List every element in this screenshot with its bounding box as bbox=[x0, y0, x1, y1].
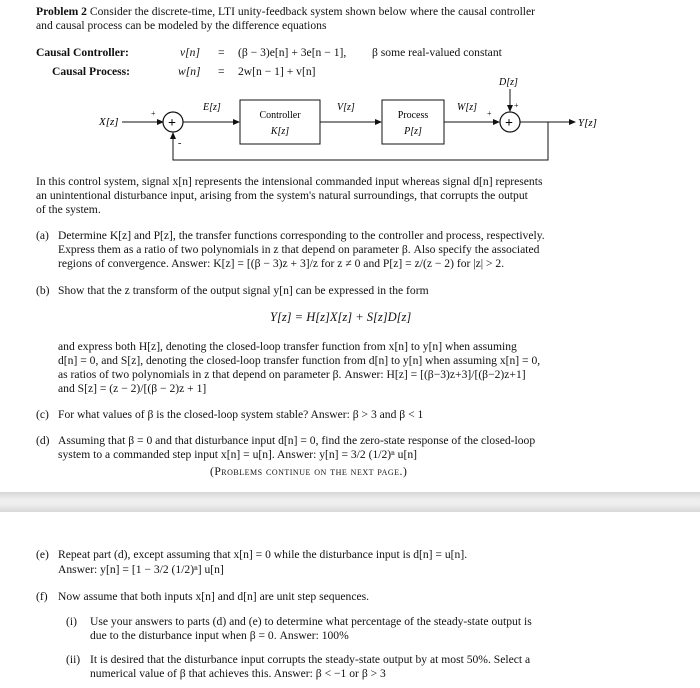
controller-equation-label: Causal Controller: bbox=[36, 46, 129, 59]
sum2-top-plus-sign: + bbox=[514, 101, 519, 110]
problem-title: Problem 2 bbox=[36, 5, 87, 18]
part-b-line-1: Show that the z transform of the output signal y[n] can be expressed in the form bbox=[58, 284, 429, 297]
process-equation-rhs: 2w[n − 1] + v[n] bbox=[238, 65, 316, 78]
controller-block-title: Controller bbox=[259, 110, 301, 121]
page-separator bbox=[0, 492, 700, 512]
continue-note: (Problems continue on the next page.) bbox=[210, 465, 408, 478]
process-block-title: Process bbox=[397, 110, 429, 121]
context-line-3: of the system. bbox=[36, 203, 101, 216]
part-e-label: (e) bbox=[36, 548, 49, 561]
feedback-path bbox=[173, 122, 548, 160]
problem-intro-text-1: Consider the discrete-time, LTI unity-feedback system shown below where the causal controller bbox=[89, 5, 536, 18]
error-signal-label: E[z] bbox=[203, 102, 221, 113]
part-f-ii-line-2: numerical value of β that achieves this. Answer: β < −1 or β > 3 bbox=[90, 667, 386, 680]
part-b-line-3: d[n] = 0, and S[z], denoting the closed-loop transfer function from d[n] to y[n] when assuming x[n] = 0, bbox=[58, 354, 541, 367]
controller-block bbox=[240, 100, 320, 144]
part-a-label: (a) bbox=[36, 229, 49, 242]
disturbance-signal-label: D[z] bbox=[499, 77, 518, 88]
w-signal-label: W[z] bbox=[457, 102, 478, 113]
part-e-line-2: Answer: y[n] = [1 − 3/2 (1/2)ⁿ] u[n] bbox=[58, 563, 224, 576]
process-block-tf: P[z] bbox=[404, 126, 422, 137]
controller-equation-rhs: (β − 3)e[n] + 3e[n − 1], bbox=[238, 46, 347, 59]
part-f-label: (f) bbox=[36, 590, 48, 603]
page-2 bbox=[0, 512, 700, 688]
feedback-minus-sign: - bbox=[178, 138, 182, 149]
process-equation-lhs: w[n] bbox=[178, 65, 201, 78]
context-line-2: an unintentional disturbance input, arising from the system's natural surroundings, that corrupts the output bbox=[36, 189, 528, 202]
part-a-line-3: regions of convergence. Answer: K[z] = [(β − 3)z + 3]/z for z ≠ 0 and P[z] = z/(z − 2) for |z| > 2. bbox=[58, 257, 505, 270]
process-block bbox=[382, 100, 444, 144]
part-e-line-1: Repeat part (d), except assuming that x[n] = 0 while the disturbance input is d[n] = u[n]. bbox=[58, 548, 468, 561]
part-f-ii-label: (ii) bbox=[66, 653, 81, 666]
controller-equation-equals: = bbox=[218, 46, 225, 59]
part-d-label: (d) bbox=[36, 434, 50, 447]
part-d-line-2: system to a commanded step input x[n] = u[n]. Answer: y[n] = 3/2 (1/2)ⁿ u[n] bbox=[58, 448, 417, 461]
input-signal-label: X[z] bbox=[99, 116, 119, 128]
part-b-line-2: and express both H[z], denoting the closed-loop transfer function from x[n] to y[n] when assuming bbox=[58, 340, 517, 353]
controller-equation-lhs: v[n] bbox=[180, 46, 200, 59]
controller-block-tf: K[z] bbox=[270, 126, 290, 137]
context-line-1: In this control system, signal x[n] represents the intensional commanded input whereas signal d[n] represents bbox=[36, 175, 543, 188]
sum1-plus-sign: + bbox=[151, 109, 156, 118]
part-f-i-line-1: Use your answers to parts (d) and (e) to determine what percentage of the steady-state output is bbox=[90, 615, 532, 628]
sum2-left-plus-sign: + bbox=[487, 109, 492, 118]
process-equation-label: Causal Process: bbox=[52, 65, 131, 78]
v-signal-label: V[z] bbox=[337, 102, 355, 113]
part-d-line-1: Assuming that β = 0 and that disturbance input d[n] = 0, find the zero-state response of the closed-loop bbox=[58, 434, 536, 447]
part-f-ii-line-1: It is desired that the disturbance input corrupts the steady-state output by at most 50%. Select a bbox=[90, 653, 531, 666]
part-c-line-1: For what values of β is the closed-loop system stable? Answer: β > 3 and β < 1 bbox=[58, 408, 424, 421]
process-equation-equals: = bbox=[218, 65, 225, 78]
part-b-equation: Y[z] = H[z]X[z] + S[z]D[z] bbox=[270, 310, 412, 324]
part-f-i-line-2: due to the disturbance input when β = 0. Answer: 100% bbox=[90, 629, 349, 642]
output-signal-label: Y[z] bbox=[578, 117, 597, 129]
problem-intro-line-2: and causal process can be modeled by the difference equations bbox=[36, 19, 327, 32]
feedback-block-diagram bbox=[0, 70, 700, 170]
controller-equation-note: β some real-valued constant bbox=[372, 46, 502, 59]
part-f-line-1: Now assume that both inputs x[n] and d[n] are unit step sequences. bbox=[58, 590, 370, 603]
problem-intro-line-1 bbox=[36, 5, 535, 19]
part-a-line-2: Express them as a ratio of two polynomials in z that depend on parameter β. Also specify the associated bbox=[58, 243, 540, 256]
summing-junction-2-symbol: + bbox=[505, 116, 513, 131]
part-a-line-1: Determine K[z] and P[z], the transfer functions corresponding to the controller and process, respectively. bbox=[58, 229, 545, 242]
part-f-i-label: (i) bbox=[66, 615, 77, 628]
part-b-line-5: and S[z] = (z − 2)/[(β − 2)z + 1] bbox=[58, 382, 207, 395]
summing-junction-1-symbol: + bbox=[168, 116, 176, 131]
part-c-label: (c) bbox=[36, 408, 49, 421]
part-b-line-4: as ratios of two polynomials in z that depend on parameter β. Answer: H[z] = [(β−3)z+3]/[(β−2)z+1] bbox=[58, 368, 526, 381]
part-b-label: (b) bbox=[36, 284, 50, 297]
